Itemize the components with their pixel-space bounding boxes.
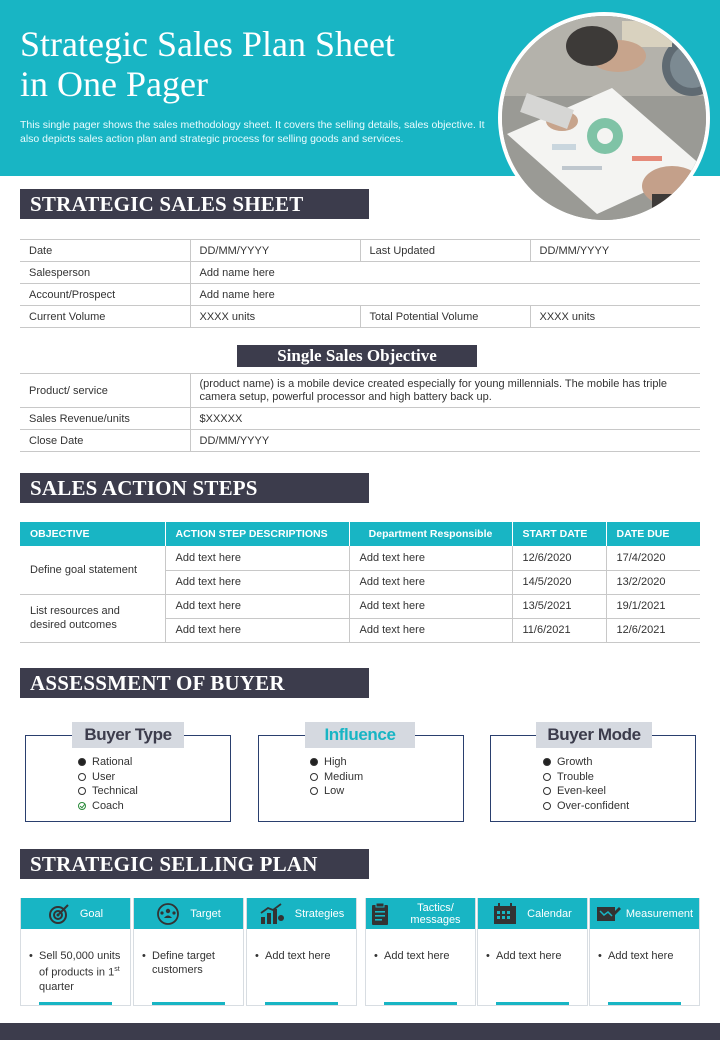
department-responsible[interactable]: Add text here — [349, 594, 512, 618]
influence-label: Influence — [305, 722, 415, 748]
strategic-sales-sheet-heading: STRATEGIC SALES SHEET — [20, 189, 369, 219]
radio-empty-icon — [310, 773, 318, 781]
radio-empty-icon — [543, 802, 551, 810]
action-description[interactable]: Add text here — [165, 546, 349, 570]
radio-empty-icon — [310, 787, 318, 795]
date-label: Date — [20, 240, 190, 262]
audience-icon — [156, 903, 180, 925]
plan-column-tactics — [365, 898, 476, 1006]
influence-options — [310, 755, 363, 799]
strategic-selling-plan-heading: STRATEGIC SELLING PLAN — [20, 849, 369, 879]
column-header-start-date: START DATE — [512, 522, 606, 546]
date-due[interactable]: 19/1/2021 — [606, 594, 700, 618]
action-description[interactable]: Add text here — [165, 594, 349, 618]
close-date-value[interactable]: DD/MM/YYYY — [190, 430, 700, 452]
option-medium[interactable]: Medium — [310, 770, 363, 785]
date-due[interactable]: 17/4/2020 — [606, 546, 700, 570]
product-value[interactable]: (product name) is a mobile device created especially for young millennials. The mobile has triple camera setup, powerful processor and high battery back up. — [190, 374, 700, 408]
radio-selected-icon — [78, 758, 86, 766]
account-value[interactable]: Add name here — [190, 284, 700, 306]
option-low[interactable]: Low — [310, 784, 363, 799]
column-header-action: ACTION STEP DESCRIPTIONS — [165, 522, 349, 546]
plan-body-tactics: • Add text here — [374, 950, 450, 962]
action-description[interactable]: Add text here — [165, 618, 349, 642]
strategies-text[interactable]: Add text here — [265, 950, 331, 962]
assessment-of-buyer-heading: ASSESSMENT OF BUYER — [20, 668, 369, 698]
product-label: Product/ service — [20, 374, 190, 408]
option-trouble[interactable]: Trouble — [543, 770, 629, 785]
objective-cell: List resources and desired outcomes — [20, 594, 165, 642]
measurement-icon — [596, 903, 622, 925]
column-header-department: Department Responsible — [349, 522, 512, 546]
plan-column-target — [133, 898, 244, 1006]
business-meeting-photo — [498, 12, 710, 224]
department-responsible[interactable]: Add text here — [349, 618, 512, 642]
table-header-row — [20, 522, 700, 546]
start-date[interactable]: 14/5/2020 — [512, 570, 606, 594]
start-date[interactable]: 12/6/2020 — [512, 546, 606, 570]
table-row — [20, 546, 700, 570]
department-responsible[interactable]: Add text here — [349, 570, 512, 594]
goal-text[interactable]: Sell 50,000 units of products in 1st quarter — [39, 950, 121, 993]
single-sales-objective-heading: Single Sales Objective — [237, 345, 477, 367]
total-volume-value[interactable]: XXXX units — [530, 306, 700, 328]
plan-body-measurement: • Add text here — [598, 950, 674, 962]
column-header-date-due: DATE DUE — [606, 522, 700, 546]
buyer-type-label: Buyer Type — [72, 722, 184, 748]
radio-empty-icon — [78, 773, 86, 781]
sales-objective-table — [20, 373, 700, 452]
plan-header-goal: Goal — [21, 898, 130, 929]
table-row — [20, 262, 700, 284]
buyer-mode-label: Buyer Mode — [536, 722, 652, 748]
option-technical[interactable]: Technical — [78, 784, 138, 799]
table-row — [20, 408, 700, 430]
option-user[interactable]: User — [78, 770, 138, 785]
footer-bar — [0, 1023, 720, 1040]
plan-header-calendar: Calendar — [478, 898, 587, 929]
measurement-text[interactable]: Add text here — [608, 950, 674, 962]
tactics-text[interactable]: Add text here — [384, 950, 450, 962]
sales-action-steps-heading: SALES ACTION STEPS — [20, 473, 369, 503]
check-circle-icon — [78, 802, 86, 810]
page-title: Strategic Sales Plan Sheet in One Pager — [20, 24, 395, 104]
department-responsible[interactable]: Add text here — [349, 546, 512, 570]
plan-body-target: • Define target customers — [134, 929, 243, 977]
account-label: Account/Prospect — [20, 284, 190, 306]
plan-header-measurement: Measurement — [590, 898, 699, 929]
radio-selected-icon — [543, 758, 551, 766]
table-row — [20, 284, 700, 306]
radio-selected-icon — [310, 758, 318, 766]
table-row — [20, 306, 700, 328]
sales-action-table — [20, 522, 700, 643]
sales-sheet-table — [20, 239, 700, 328]
date-value[interactable]: DD/MM/YYYY — [190, 240, 360, 262]
plan-header-tactics: Tactics/ messages — [366, 898, 475, 929]
plan-column-calendar — [477, 898, 588, 1006]
plan-header-strategies: Strategies — [247, 898, 356, 929]
plan-body-goal: • Sell 50,000 units of products in 1st quarter — [21, 929, 130, 994]
table-row — [20, 240, 700, 262]
target-arrow-icon — [48, 903, 70, 925]
buyer-type-options — [78, 755, 138, 813]
close-date-label: Close Date — [20, 430, 190, 452]
date-due[interactable]: 12/6/2021 — [606, 618, 700, 642]
salesperson-value[interactable]: Add name here — [190, 262, 700, 284]
objective-cell: Define goal statement — [20, 546, 165, 594]
table-row — [20, 374, 700, 408]
revenue-label: Sales Revenue/units — [20, 408, 190, 430]
plan-column-goal — [20, 898, 131, 1006]
page-description: This single pager shows the sales methodology sheet. It covers the selling details, sales objective. It also depicts sales action plan and strategic process for selling goods and services. — [20, 119, 485, 145]
radio-empty-icon — [543, 787, 551, 795]
plan-body-strategies: • Add text here — [255, 950, 331, 962]
last-updated-label: Last Updated — [360, 240, 530, 262]
calendar-text[interactable]: Add text here — [496, 950, 562, 962]
option-high[interactable]: High — [310, 755, 363, 770]
radio-empty-icon — [78, 787, 86, 795]
salesperson-label: Salesperson — [20, 262, 190, 284]
plan-header-target: Target — [134, 898, 243, 929]
plan-column-strategies — [246, 898, 357, 1006]
plan-column-measurement — [589, 898, 700, 1006]
calendar-icon — [493, 903, 517, 925]
option-growth[interactable]: Growth — [543, 755, 629, 770]
start-date[interactable]: 13/5/2021 — [512, 594, 606, 618]
total-volume-label: Total Potential Volume — [360, 306, 530, 328]
column-header-objective: OBJECTIVE — [20, 522, 165, 546]
current-volume-value[interactable]: XXXX units — [190, 306, 360, 328]
current-volume-label: Current Volume — [20, 306, 190, 328]
target-text[interactable]: Define target customers — [152, 950, 215, 976]
table-row — [20, 594, 700, 618]
start-date[interactable]: 11/6/2021 — [512, 618, 606, 642]
action-description[interactable]: Add text here — [165, 570, 349, 594]
last-updated-value[interactable]: DD/MM/YYYY — [530, 240, 700, 262]
option-rational[interactable]: Rational — [78, 755, 138, 770]
strategy-chart-icon — [259, 903, 285, 925]
clipboard-icon — [370, 902, 390, 926]
table-row — [20, 430, 700, 452]
buyer-mode-options — [543, 755, 629, 813]
plan-body-calendar: • Add text here — [486, 950, 562, 962]
date-due[interactable]: 13/2/2020 — [606, 570, 700, 594]
option-coach[interactable]: Coach — [78, 799, 138, 814]
revenue-value[interactable]: $XXXXX — [190, 408, 700, 430]
radio-empty-icon — [543, 773, 551, 781]
option-even-keel[interactable]: Even-keel — [543, 784, 629, 799]
option-over-confident[interactable]: Over-confident — [543, 799, 629, 814]
